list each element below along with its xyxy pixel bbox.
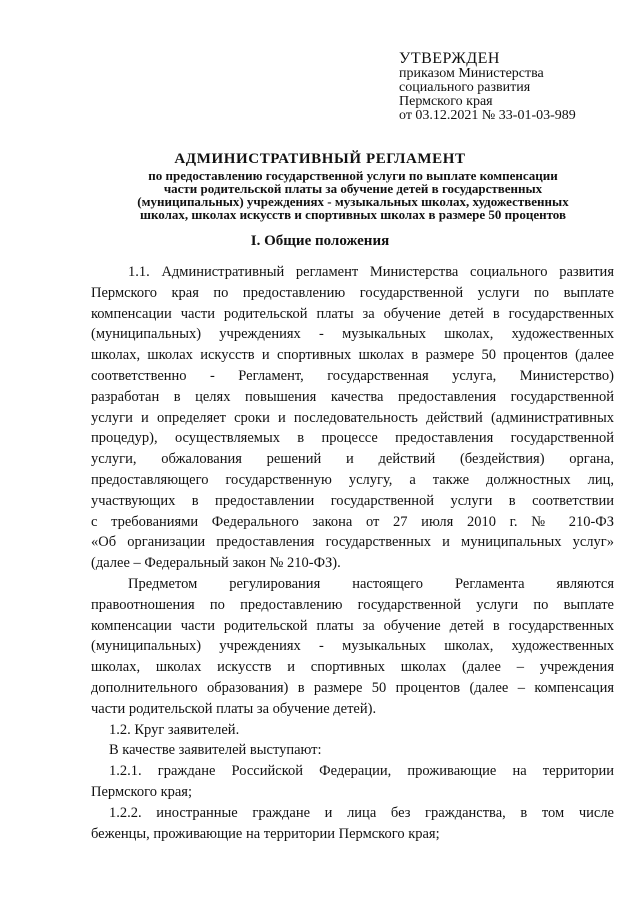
body-line: (муниципальных) учреждениях - музыкальных школах, художественных (91, 638, 614, 655)
subtitle-line: школах, школах искусств и спортивных школах в размере 50 процентов (139, 207, 566, 222)
subtitle-line: по предоставлению государственной услуги по выплате компенсации (148, 168, 558, 183)
body-line: соответственно - Регламент, государственная услуга, Министерство) (91, 367, 614, 384)
approval-line: Пермского края (399, 94, 493, 109)
body-line: дополнительного образования) в размере 50 процентов (далее – компенсация (91, 679, 614, 696)
body-line: предоставляющего государственную услугу, а также должностных лиц, (91, 471, 614, 488)
document-subtitle (96, 169, 610, 221)
body-line: участвующих в предоставлении государственной услуги в соответствии (91, 492, 614, 509)
body-line: компенсации части родительской платы за обучение детей в государственных (91, 305, 614, 322)
section-heading: I. Общие положения (250, 233, 390, 249)
body-line: разработан в целях повышения качества предоставления государственной (91, 388, 614, 405)
body-line: услуги, обжалования решений и действий (бездействия) органа, (91, 451, 614, 468)
body-line: (муниципальных) учреждениях - музыкальных школах, художественных (91, 326, 614, 343)
body-line: компенсации части родительской платы за обучение детей в государственных (91, 617, 614, 634)
body-line: 1.2.2. иностранные граждане и лица без гражданства, в том числе (109, 804, 614, 821)
body-line: 1.2. Круг заявителей. (109, 721, 240, 738)
body-line: школах, школах искусств и спортивных школах в размере 50 процентов (далее (91, 347, 614, 364)
body-line: услуги и определяет сроки и последовательность действий (административных (91, 409, 614, 426)
body-line: школах, школах искусств и спортивных школах (далее – учреждения (91, 659, 614, 676)
document-body (91, 262, 614, 844)
body-line: (далее – Федеральный закон № 210-ФЗ). (91, 555, 341, 572)
body-line: части родительской платы за обучение детей). (91, 700, 377, 717)
body-line: В качестве заявителей выступают: (109, 742, 322, 759)
body-line: Пермского края; (91, 783, 192, 800)
body-line: Пермского края по предоставлению государственной услуги по выплате (91, 284, 614, 301)
body-line: 1.1. Административный регламент Министерства социального развития (128, 264, 614, 280)
body-line: «Об организации предоставления государственных и муниципальных услуг» (91, 534, 614, 551)
approval-order-line: от 03.12.2021 № 33-01-03-989 (399, 108, 576, 123)
subtitle-line: части родительской платы за обучение детей в государственных (163, 181, 543, 196)
approval-stamp-block (399, 50, 576, 123)
approval-heading: УТВЕРЖДЕН (399, 50, 500, 67)
approval-line: приказом Министерства (399, 66, 544, 81)
body-line: 1.2.1. граждане Российской Федерации, проживающие на территории (109, 763, 614, 780)
body-line: Предметом регулирования настоящего Регламента являются (128, 575, 614, 592)
body-line: процедур), осуществляемых в процессе предоставления государственной (91, 430, 614, 447)
subtitle-line: (муниципальных) учреждениях - музыкальных школах, художественных (137, 194, 569, 209)
approval-line: социального развития (399, 80, 531, 95)
body-line: правоотношения по предоставлению государственной услуги по выплате (91, 596, 614, 613)
document-title: АДМИНИСТРАТИВНЫЙ РЕГЛАМЕНТ (174, 151, 466, 167)
body-line: беженцы, проживающие на территории Пермского края; (91, 825, 440, 842)
body-line: с требованиями Федерального закона от 27 июля 2010 г. № 210-ФЗ (91, 513, 614, 530)
